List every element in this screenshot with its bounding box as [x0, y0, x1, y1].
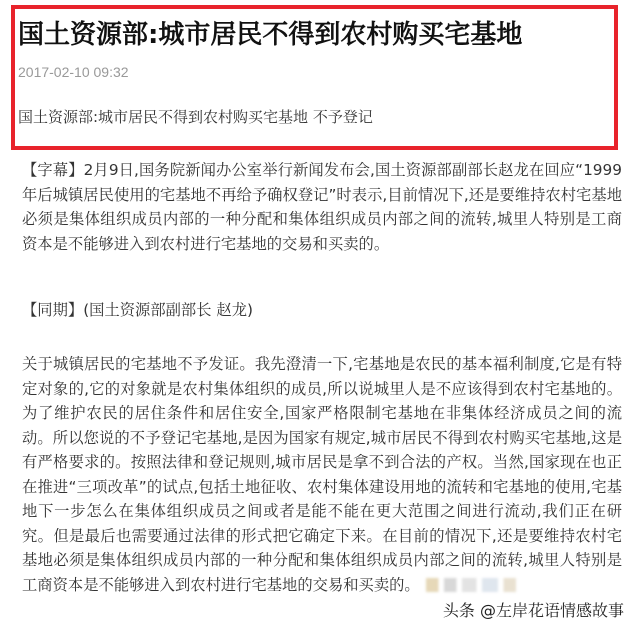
- article-title: 国土资源部:城市居民不得到农村购买宅基地: [18, 20, 523, 50]
- article-paragraph-quote: [22, 352, 622, 620]
- publish-timestamp: 2017-02-10 09:32: [18, 64, 129, 80]
- article-paragraph-speaker: 【同期】(国土资源部副部长 赵龙): [22, 301, 253, 319]
- blurred-image-strip: [426, 578, 516, 592]
- article-summary: 国土资源部:城市居民不得到农村购买宅基地 不予登记: [18, 108, 373, 126]
- quote-text: 关于城镇居民的宅基地不予发证。我先澄清一下,宅基地是农民的基本福利制度,它是有特定对象的,它的对象就是农村集体组织的成员,所以说城里人是不应该得到农村宅基地的。为了维护农民的居住条件和居住安全,国家严格限制宅基地在非集体经济成员之间的流动。所以您说的不予登记宅基地,是因为国家有规定,城市居民不得到农村购买宅基地,这是有严格要求的。按照法律和登记规则,城市居民是拿不到合法的产权。当然,国家现在也正在推进“三项改革”的试点,包括土地征收、农村集体建设用地的流转和宅基地的使用,宅基地下一步怎么在集体组织成员之间或者是能不能在更大范围之间进行流动,我们正在研究。但是最后也需要通过法律的形式把它确定下来。在目前的情况下,还是要维持农村宅基地必须是集体组织成员内部的一种分配和集体组织成员内部之间的流转,城里人特别是工商资本是不能够进入到农村进行宅基地的交易和买卖的。: [22, 355, 622, 594]
- source-watermark: 头条 @左岸花语情感故事: [441, 598, 626, 621]
- article-paragraph-caption: 【字幕】2月9日,国务院新闻办公室举行新闻发布会,国土资源部副部长赵龙在回应“1999年后城镇居民使用的宅基地不再给予确权登记”时表示,目前情况下,还是要维持农村宅基地必须是集体组织成员内部的一种分配和集体组织成员内部之间的流转,城里人特别是工商资本是不能够进入到农村进行宅基地的交易和买卖的。: [22, 161, 622, 253]
